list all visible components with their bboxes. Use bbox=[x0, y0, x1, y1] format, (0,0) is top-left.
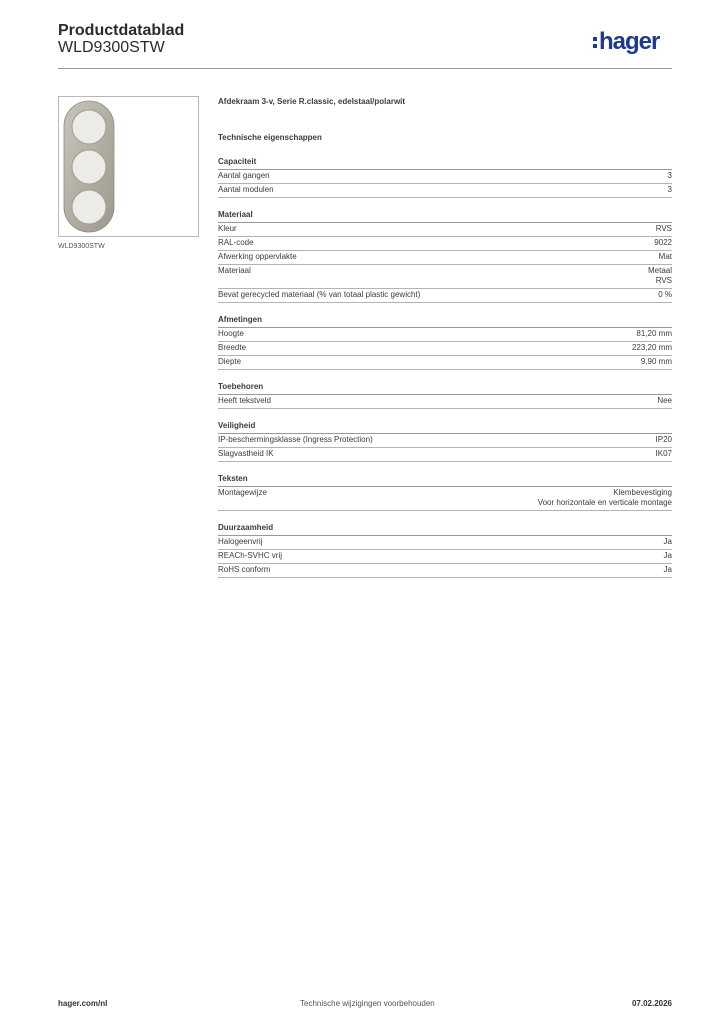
spec-value-line: IP20 bbox=[655, 435, 672, 444]
spec-row bbox=[218, 237, 672, 251]
spec-label: Materiaal bbox=[218, 266, 251, 275]
spec-sections bbox=[218, 155, 672, 578]
spec-value bbox=[648, 266, 672, 286]
spec-value bbox=[668, 185, 672, 195]
spec-value bbox=[656, 449, 672, 459]
section-heading: Teksten bbox=[218, 472, 672, 487]
spec-row bbox=[218, 251, 672, 265]
spec-value-line: Ja bbox=[663, 565, 672, 574]
spec-row bbox=[218, 550, 672, 564]
spec-label: Slagvastheid IK bbox=[218, 449, 274, 458]
hager-logo[interactable] bbox=[593, 27, 659, 57]
spec-label: Heeft tekstveld bbox=[218, 396, 271, 405]
spec-value-line: Ja bbox=[663, 551, 672, 560]
spec-row bbox=[218, 342, 672, 356]
spec-label: IP-beschermingsklasse (Ingress Protection) bbox=[218, 435, 373, 444]
technical-properties-title: Technische eigenschappen bbox=[218, 133, 322, 142]
spec-row bbox=[218, 184, 672, 198]
spec-value bbox=[636, 329, 672, 339]
logo-dots-icon bbox=[593, 37, 597, 48]
spec-label: Aantal modulen bbox=[218, 185, 274, 194]
spec-value bbox=[641, 357, 672, 367]
spec-label: Kleur bbox=[218, 224, 237, 233]
spec-value bbox=[654, 238, 672, 248]
spec-value-line: 0 % bbox=[658, 290, 672, 299]
spec-value bbox=[632, 343, 672, 353]
spec-label: Halogeenvrij bbox=[218, 537, 263, 546]
product-specs bbox=[218, 95, 672, 578]
spec-value-line: Nee bbox=[657, 396, 672, 405]
spec-value-line: RVS bbox=[655, 276, 672, 285]
footer-website-link[interactable]: hager.com/nl bbox=[58, 999, 108, 1008]
spec-label: RoHS conform bbox=[218, 565, 271, 574]
spec-value-line: Voor horizontale en verticale montage bbox=[537, 498, 672, 507]
spec-value-line: 223,20 mm bbox=[631, 343, 672, 352]
spec-row bbox=[218, 564, 672, 578]
spec-value bbox=[657, 396, 672, 406]
spec-row bbox=[218, 170, 672, 184]
spec-label: Montagewijze bbox=[218, 488, 267, 497]
spec-row bbox=[218, 356, 672, 370]
spec-value bbox=[668, 171, 672, 181]
spec-row bbox=[218, 289, 672, 303]
spec-label: REACh-SVHC vrij bbox=[218, 551, 283, 560]
spec-label: Hoogte bbox=[218, 329, 244, 338]
spec-value-line: 9022 bbox=[654, 238, 672, 247]
spec-value bbox=[664, 551, 672, 561]
header-divider bbox=[58, 68, 672, 69]
spec-row bbox=[218, 395, 672, 409]
footer-date: 07.02.2026 bbox=[631, 999, 672, 1008]
spec-value bbox=[658, 290, 672, 300]
spec-row bbox=[218, 434, 672, 448]
spec-value bbox=[664, 565, 672, 575]
spec-value-line: 81,20 mm bbox=[636, 329, 672, 338]
spec-label: Afwerking oppervlakte bbox=[218, 252, 297, 261]
cover-frame-image bbox=[59, 97, 198, 236]
spec-value bbox=[659, 252, 672, 262]
spec-value-line: IK07 bbox=[655, 449, 672, 458]
spec-value bbox=[664, 537, 672, 547]
spec-value-line: 3 bbox=[667, 171, 672, 180]
spec-value-line: Klembevestiging bbox=[613, 488, 672, 497]
spec-row bbox=[218, 223, 672, 237]
footer-disclaimer: Technische wijzigingen voorbehouden bbox=[300, 999, 435, 1008]
image-caption: WLD9300STW bbox=[58, 243, 105, 250]
spec-row bbox=[218, 328, 672, 342]
spec-value bbox=[538, 488, 672, 508]
spec-row bbox=[218, 448, 672, 462]
logo-text: hager bbox=[599, 28, 660, 55]
spec-value-line: Mat bbox=[658, 252, 672, 261]
spec-value-line: 3 bbox=[667, 185, 672, 194]
section-heading: Toebehoren bbox=[218, 380, 672, 395]
spec-row bbox=[218, 487, 672, 511]
page-title: Productdatablad bbox=[58, 22, 185, 39]
spec-label: Aantal gangen bbox=[218, 171, 270, 180]
section-heading: Duurzaamheid bbox=[218, 521, 672, 536]
section-heading: Veiligheid bbox=[218, 419, 672, 434]
spec-label: Breedte bbox=[218, 343, 247, 352]
spec-value-line: 9,90 mm bbox=[640, 357, 672, 366]
section-heading: Afmetingen bbox=[218, 313, 672, 328]
spec-row bbox=[218, 536, 672, 550]
spec-label: Diepte bbox=[218, 357, 242, 366]
spec-value bbox=[656, 435, 672, 445]
section-heading: Materiaal bbox=[218, 208, 672, 223]
spec-value-line: RVS bbox=[655, 224, 672, 233]
product-image bbox=[58, 96, 199, 237]
spec-label: Bevat gerecycled materiaal (% van totaal plastic gewicht) bbox=[218, 290, 421, 299]
product-description: Afdekraam 3-v, Serie R.classic, edelstaal/polarwit bbox=[218, 97, 406, 106]
spec-row bbox=[218, 265, 672, 289]
spec-value-line: Ja bbox=[663, 537, 672, 546]
spec-value-line: Metaal bbox=[647, 266, 672, 275]
section-heading: Capaciteit bbox=[218, 155, 672, 170]
article-number: WLD9300STW bbox=[58, 39, 165, 56]
spec-label: RAL-code bbox=[218, 238, 254, 247]
spec-value bbox=[656, 224, 672, 234]
